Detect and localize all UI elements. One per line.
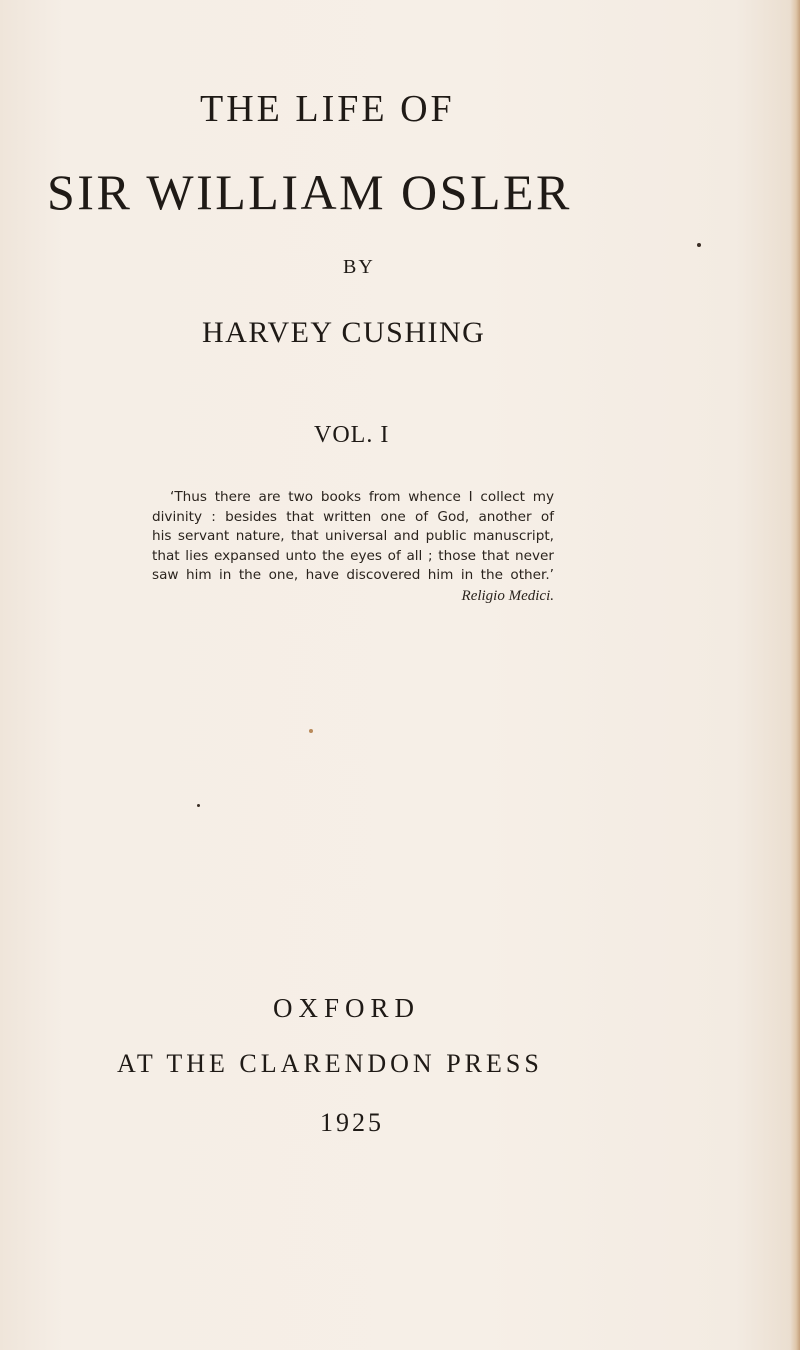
imprint-city: OXFORD xyxy=(273,993,421,1023)
byline: BY xyxy=(343,256,375,278)
epigraph-line: that lies expansed unto the eyes of all ; those that never xyxy=(152,547,554,564)
paper-speck xyxy=(309,729,313,733)
page-edge-shadow xyxy=(790,0,800,1350)
epigraph-line: his servant nature, that universal and public manuscript, xyxy=(152,528,554,545)
epigraph-attribution: Religio Medici. xyxy=(461,587,554,604)
epigraph-line: saw him in the one, have discovered him in the other.’ xyxy=(152,567,554,584)
paper-speck xyxy=(697,243,701,247)
title-line-2: SIR WILLIAM OSLER xyxy=(47,164,572,220)
volume-label: VOL. I xyxy=(314,422,390,448)
paper-speck xyxy=(197,804,200,807)
title-line-1: THE LIFE OF xyxy=(200,88,455,130)
epigraph-line: divinity : besides that written one of God, another of xyxy=(152,508,554,525)
imprint-year: 1925 xyxy=(320,1108,384,1137)
epigraph xyxy=(152,488,554,606)
epigraph-line: ‘Thus there are two books from whence I collect my xyxy=(170,489,554,505)
author-name: HARVEY CUSHING xyxy=(202,316,486,349)
imprint-publisher: AT THE CLARENDON PRESS xyxy=(117,1049,543,1078)
